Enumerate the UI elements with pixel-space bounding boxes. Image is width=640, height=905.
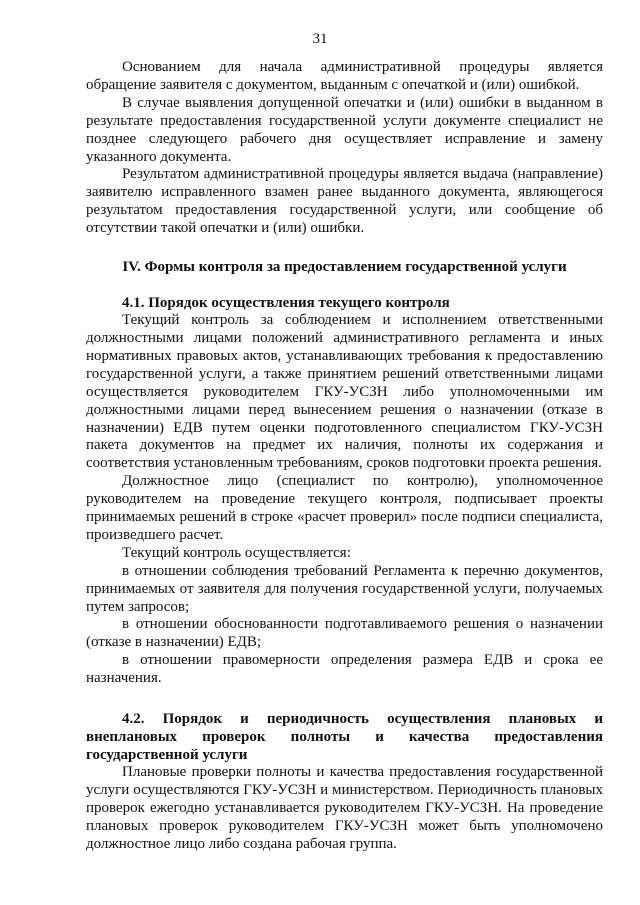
section-heading: IV. Формы контроля за предоставлением государственной услуги [122, 259, 567, 276]
paragraph: Текущий контроль осуществляется: [122, 544, 351, 561]
subsection-heading: 4.2. Порядок и периодичность осуществления плановых и внеплановых проверок полноты и качества предоставления государственной услуги [86, 711, 603, 764]
paragraph: в отношении правомерности определения размера ЕДВ и срока ее назначения. [86, 652, 603, 687]
paragraph: Должностное лицо (специалист по контролю), уполномоченное руководителем на проведение текущего контроля, подписывает проекты принимаемых решений в строке «расчет проверил» после подписи специалиста, произведшего расчет. [86, 473, 603, 543]
document-body [86, 59, 603, 854]
paragraph: Основанием для начала административной процедуры является обращение заявителя с документом, выданным с опечаткой и (или) ошибкой. [86, 59, 603, 93]
paragraph: Плановые проверки полноты и качества предоставления государственной услуги осуществляются ГКУ-УСЗН и министерством. Периодичность плановых проверок ежегодно устанавливается руководителем ГКУ-УСЗН. На проведение плановых проверок руководителем ГКУ-УСЗН может быть уполномочено должностное лицо либо создана рабочая группа. [86, 764, 603, 852]
paragraph: Результатом административной процедуры является выдача (направление) заявителю исправленного взамен ранее выданного документа, являющегося результатом предоставления государственной услуги, или сообщение об отсутствии такой опечатки и (или) ошибки. [86, 166, 603, 237]
paragraph: в отношении соблюдения требований Регламента к перечню документов, принимаемых от заявителя для получения государственной услуги, получаемых путем запросов; [86, 562, 603, 615]
paragraph: Текущий контроль за соблюдением и исполнением ответственными должностными лицами положений административного регламента и иных нормативных правовых актов, устанавливающих требования к предоставлению государственной услуги, а также принятием решений ответственными лицами осуществляется руководителем ГКУ-УСЗН либо уполномоченными им должностными лицами перед вынесением решения о назначении (отказе в назначении) ЕДВ путем оценки подготовленного специалистом ГКУ-УСЗН пакета документов на предмет их наличия, полноты их содержания и соответствия установленным требованиям, сроков подготовки проекта решения. [86, 312, 603, 472]
page-number: 31 [312, 31, 328, 47]
paragraph: В случае выявления допущенной опечатки и (или) ошибки в выданном в результате предоставления государственной услуги документе специалист не позднее следующего рабочего дня осуществляет исправление и замену указанного документа. [86, 94, 603, 165]
subsection-heading: 4.1. Порядок осуществления текущего контроля [122, 295, 450, 312]
paragraph: в отношении обоснованности подготавливаемого решения о назначении (отказе в назначении) ЕДВ; [86, 616, 603, 651]
